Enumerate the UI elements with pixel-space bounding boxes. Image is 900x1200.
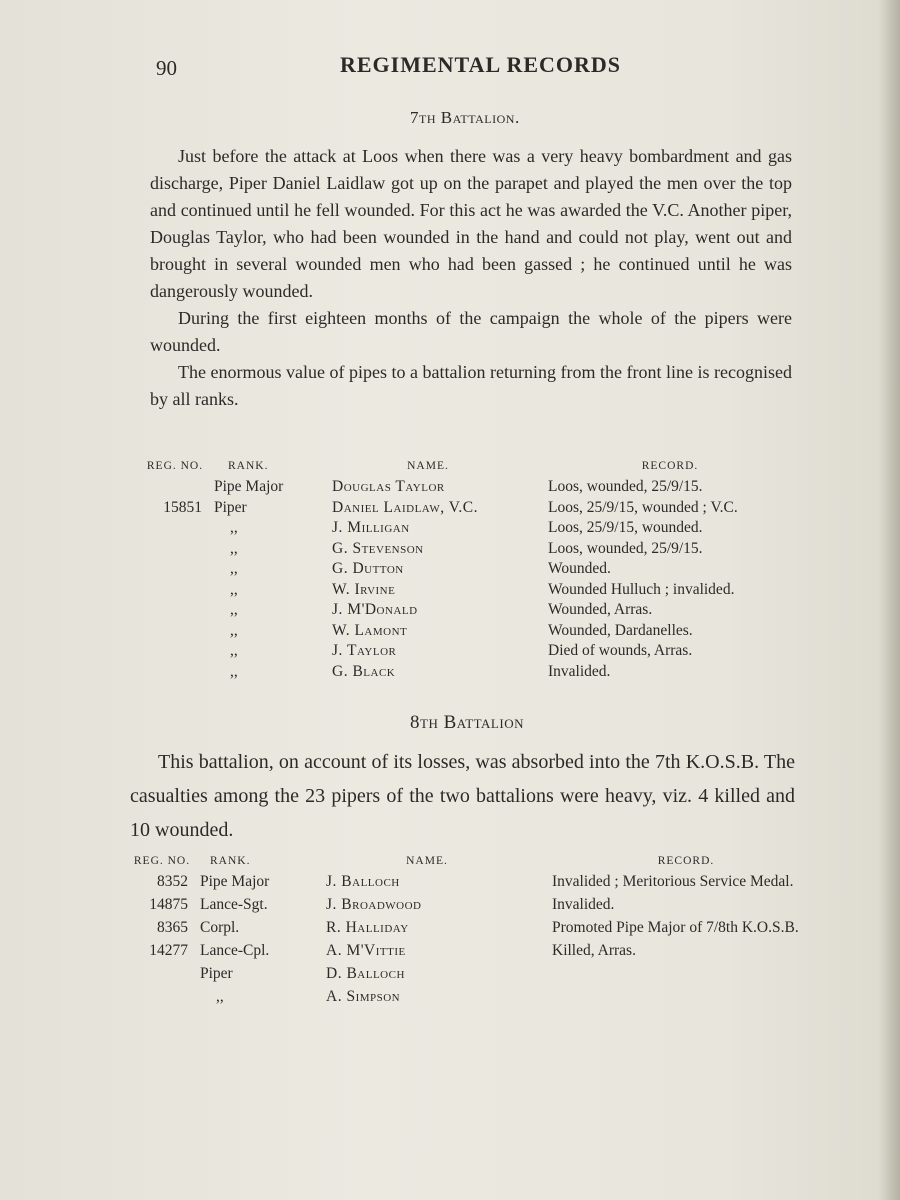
rank-cell: ,, <box>230 601 238 618</box>
name-cell: G. Black <box>332 662 396 680</box>
record-cell: Killed, Arras. <box>552 942 636 959</box>
record-cell: Promoted Pipe Major of 7/8th K.O.S.B. <box>552 919 799 936</box>
table-row <box>142 601 792 622</box>
table-row <box>142 581 792 602</box>
rank-cell: Corpl. <box>200 919 240 936</box>
paragraph: During the first eighteen months of the campaign the whole of the pipers were wounded. <box>150 308 792 355</box>
record-cell: Loos, wounded, 25/9/15. <box>548 478 703 495</box>
table-header-row <box>142 460 792 478</box>
table-header-row <box>130 855 820 873</box>
name-cell: D. Balloch <box>326 965 405 982</box>
rank-cell: ,, <box>230 519 238 536</box>
rank-cell: Lance-Sgt. <box>200 896 268 913</box>
name-cell: G. Dutton <box>332 560 404 577</box>
name-cell: G. Stevenson <box>332 539 424 557</box>
table-row <box>130 919 820 942</box>
reg-no-cell <box>142 540 208 561</box>
col-header-name: NAME. <box>406 855 448 867</box>
table-row <box>130 873 820 896</box>
col-header-rank: RANK. <box>210 855 251 867</box>
rank-cell: Pipe Major <box>214 478 284 495</box>
rank-cell: Piper <box>200 965 233 982</box>
seventh-narrative <box>150 143 792 413</box>
table-row <box>142 642 792 663</box>
reg-no-cell: 14875 <box>149 896 188 913</box>
table-row <box>142 540 792 561</box>
name-cell: J. Broadwood <box>326 896 422 913</box>
name-cell: W. Lamont <box>332 621 408 639</box>
page-edge-shadow <box>878 0 900 1200</box>
rank-cell: ,, <box>230 621 238 639</box>
table-row <box>142 519 792 540</box>
record-cell: Loos, 25/9/15, wounded. <box>548 519 703 536</box>
reg-no-cell: 15851 <box>163 498 202 516</box>
table-row <box>142 663 792 684</box>
rank-cell: Pipe Major <box>200 873 270 890</box>
eighth-roster-table <box>130 855 820 1011</box>
record-cell <box>552 965 820 988</box>
name-cell: A. M'Vittie <box>326 942 406 959</box>
name-cell: A. Simpson <box>326 988 401 1005</box>
record-cell: Wounded, Arras. <box>548 601 653 618</box>
record-cell: Invalided. <box>548 662 611 680</box>
seventh-roster-table <box>142 460 792 683</box>
table-row <box>130 942 820 965</box>
reg-no-cell: 8352 <box>157 873 188 890</box>
paragraph: Just before the attack at Loos when there was a very heavy bombardment and gas discharge, Piper Daniel Laidlaw got up on the parapet and played the men over the top and continued until he fell wounded. For this act he was awarded the V.C. Another piper, Douglas Taylor, who had been wounded in the hand and could not play, went out and brought in several wounded men who had been gassed ; he continued until he was dangerously wounded. <box>150 146 792 301</box>
reg-no-cell <box>142 560 208 581</box>
rank-cell: ,, <box>230 560 238 577</box>
record-cell: Loos, 25/9/15, wounded ; V.C. <box>548 498 738 516</box>
name-cell: J. Balloch <box>326 873 400 890</box>
page-header <box>0 50 900 86</box>
running-title: REGIMENTAL RECORDS <box>340 52 622 77</box>
col-header-record: RECORD. <box>641 460 699 472</box>
table-row <box>142 622 792 643</box>
record-cell <box>552 988 820 1011</box>
table-row <box>130 988 820 1011</box>
name-cell: R. Halliday <box>326 919 409 936</box>
rank-cell: Piper <box>214 498 247 516</box>
name-cell: W. Irvine <box>332 580 396 598</box>
eighth-narrative <box>130 745 795 847</box>
reg-no-cell <box>130 988 194 1011</box>
record-cell: Wounded, Dardanelles. <box>548 621 693 639</box>
rank-cell: ,, <box>230 642 238 659</box>
reg-no-cell <box>142 601 208 622</box>
reg-no-cell <box>142 581 208 602</box>
table-row <box>142 499 792 520</box>
col-header-rank: RANK. <box>228 460 269 472</box>
reg-no-cell <box>142 478 208 499</box>
record-cell: Wounded. <box>548 560 611 577</box>
reg-no-cell <box>142 663 208 684</box>
name-cell: J. Milligan <box>332 519 410 536</box>
reg-no-cell <box>130 965 194 988</box>
col-header-record: RECORD. <box>657 855 715 867</box>
reg-no-cell: 8365 <box>157 919 188 936</box>
name-cell: J. M'Donald <box>332 601 418 618</box>
name-cell: J. Taylor <box>332 642 397 659</box>
col-header-reg-no: REG. NO. <box>146 460 204 472</box>
rank-cell: ,, <box>216 988 224 1005</box>
record-cell: Invalided. <box>552 896 615 913</box>
rank-cell: ,, <box>230 662 238 680</box>
section-heading-7th: 7th Battalion. <box>410 108 520 127</box>
table-row <box>130 965 820 988</box>
col-header-reg-no: REG. NO. <box>133 855 191 867</box>
record-cell: Invalided ; Meritorious Service Medal. <box>552 873 794 890</box>
reg-no-cell <box>142 519 208 540</box>
reg-no-cell <box>142 622 208 643</box>
col-header-name: NAME. <box>407 460 449 472</box>
rank-cell: ,, <box>230 539 238 557</box>
section-heading-8th: 8th Battalion <box>410 712 524 733</box>
paragraph: This battalion, on account of its losses, was absorbed into the 7th K.O.S.B. The casualties among the 23 pipers of the two battalions were heavy, viz. 4 killed and 10 wounded. <box>130 751 795 841</box>
name-cell: Daniel Laidlaw, V.C. <box>332 498 478 516</box>
rank-cell: Lance-Cpl. <box>200 942 270 959</box>
record-cell: Wounded Hulluch ; invalided. <box>548 580 735 598</box>
page-number: 90 <box>156 56 177 80</box>
record-cell: Died of wounds, Arras. <box>548 642 693 659</box>
rank-cell: ,, <box>230 580 238 598</box>
paragraph: The enormous value of pipes to a battalion returning from the front line is recognised by all ranks. <box>150 362 792 409</box>
name-cell: Douglas Taylor <box>332 478 445 495</box>
table-row <box>142 478 792 499</box>
reg-no-cell <box>142 642 208 663</box>
table-row <box>142 560 792 581</box>
table-row <box>130 896 820 919</box>
reg-no-cell: 14277 <box>149 942 188 959</box>
record-cell: Loos, wounded, 25/9/15. <box>548 539 703 557</box>
